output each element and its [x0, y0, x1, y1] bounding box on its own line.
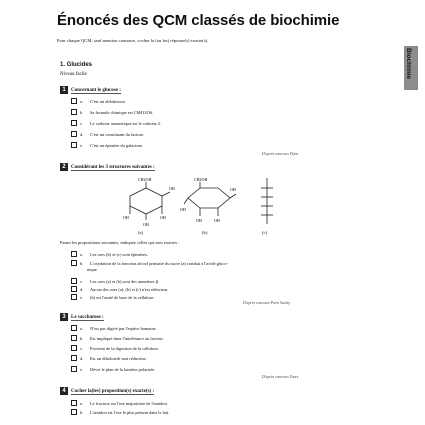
- checkbox[interactable]: [71, 286, 77, 292]
- page-title: Énoncés des QCM classés de biochimie: [57, 12, 340, 29]
- q3-option-b[interactable]: [71, 335, 164, 341]
- option-letter: a.: [80, 99, 84, 104]
- q2-option-e[interactable]: [71, 294, 154, 300]
- option-letter: b.: [80, 336, 84, 341]
- q3-option-c[interactable]: [71, 345, 159, 351]
- q4-option-a[interactable]: [71, 400, 168, 406]
- checkbox[interactable]: [71, 98, 77, 104]
- option-text: N'est pas digéré par l'espèce humaine.: [90, 326, 157, 331]
- question-2-intro: Parmi les propositions suivantes, indiquez celles qui sont exactes :: [60, 240, 180, 245]
- option-text: L'amidon est l'ose le plus présent dans le lait.: [90, 410, 170, 415]
- checkbox[interactable]: [71, 400, 77, 406]
- structure-c-label: (c): [262, 230, 268, 235]
- question-number: 2: [60, 163, 68, 171]
- option-text: Les oses (b) et (c) sont épimères.: [90, 252, 148, 257]
- option-letter: a.: [80, 401, 84, 406]
- question-label: Le saccharose :: [71, 314, 104, 320]
- option-text: (b) est l'unité de base de la cellulose.: [90, 295, 155, 300]
- checkbox[interactable]: [71, 251, 77, 257]
- option-text: nique.: [87, 267, 98, 272]
- molecule-label: OH: [230, 187, 236, 192]
- q2-option-b-continued: [87, 267, 98, 272]
- option-letter: e.: [80, 143, 84, 148]
- question-label: Cocher la(les) proposition(s) exacte(s) :: [71, 388, 155, 394]
- q2-option-a[interactable]: [71, 251, 148, 257]
- option-letter: c.: [80, 346, 84, 351]
- source-note: D'après concours Paris Saclay: [243, 301, 291, 305]
- q3-option-a[interactable]: [71, 325, 157, 331]
- q3-option-d[interactable]: [71, 355, 147, 361]
- option-text: C'est un constituant du lactose.: [90, 132, 145, 137]
- option-text: Provient de la digestion de la cellulose.: [90, 346, 159, 351]
- option-text: Est un diholoside non réducteur.: [90, 356, 147, 361]
- structure-b-label: (b): [202, 230, 208, 235]
- q1-option-a[interactable]: [71, 98, 126, 104]
- checkbox[interactable]: [71, 294, 77, 300]
- question-3-header: [60, 313, 104, 321]
- molecule-label: OH: [180, 207, 186, 212]
- option-letter: b.: [80, 261, 84, 266]
- molecule-label: OH: [214, 218, 220, 223]
- checkbox[interactable]: [71, 345, 77, 351]
- molecule-label: OH: [196, 218, 202, 223]
- option-text: C'est un aldohexose.: [90, 99, 127, 104]
- option-text: L'oxydation de la fonction alcool primaire du sucre (a) conduit à l'acide gluco-: [90, 261, 228, 266]
- option-letter: b.: [80, 110, 84, 115]
- question-2-header: [60, 163, 155, 171]
- level-label: Niveau facile: [60, 72, 87, 77]
- option-letter: d.: [80, 132, 84, 137]
- molecule-label: OH: [160, 215, 166, 220]
- checkbox[interactable]: [71, 366, 77, 372]
- option-text: Dévie le plan de la lumière polarisée.: [90, 367, 156, 372]
- structure-c: [255, 174, 279, 228]
- checkbox[interactable]: [71, 409, 77, 415]
- question-number: 1: [60, 86, 68, 94]
- option-letter: d.: [80, 287, 84, 292]
- option-letter: a.: [80, 252, 84, 257]
- checkbox[interactable]: [71, 142, 77, 148]
- section-heading: 1. Glucides: [60, 62, 93, 68]
- structure-a-label: (a): [138, 230, 144, 235]
- structure-a: [118, 174, 178, 228]
- option-text: Aucun des oses (a), (b) et (c) n'est réducteur.: [90, 287, 169, 292]
- source-note: D'après concours Dijon: [262, 152, 299, 156]
- q4-option-b[interactable]: [71, 409, 169, 415]
- option-letter: b.: [80, 410, 84, 415]
- option-text: Les oses (a) et (b) sont des anomères β.: [90, 279, 160, 284]
- q2-option-c[interactable]: [71, 278, 159, 284]
- option-text: Le fructose est l'ose majoritaire de l'amidon.: [90, 401, 168, 406]
- molecule-label: CH2OH: [138, 177, 152, 182]
- question-number: 4: [60, 387, 68, 395]
- question-4-header: [60, 387, 154, 395]
- q2-option-d[interactable]: [71, 286, 168, 292]
- checkbox[interactable]: [71, 355, 77, 361]
- checkbox[interactable]: [71, 260, 77, 266]
- question-number: 3: [60, 313, 68, 321]
- checkbox[interactable]: [71, 278, 77, 284]
- q3-option-e[interactable]: [71, 366, 155, 372]
- question-label: Considérant les 3 structures suivantes :: [71, 164, 155, 170]
- option-letter: c.: [80, 279, 84, 284]
- molecule-label: OH: [123, 215, 129, 220]
- page-subtitle: Pour chaque QCM, sauf mention contraire, cocher la (ou les) réponse(s) exacte(s).: [57, 38, 209, 43]
- checkbox[interactable]: [71, 325, 77, 331]
- question-1-header: [60, 86, 121, 94]
- option-text: Sa formule chimique est C6H12O6.: [90, 110, 154, 115]
- option-letter: d.: [80, 356, 84, 361]
- side-tab: [404, 46, 418, 90]
- q1-option-d[interactable]: [71, 131, 144, 137]
- q1-option-b[interactable]: [71, 109, 153, 115]
- molecule-label: CH2OH: [194, 177, 208, 182]
- option-letter: c.: [80, 121, 84, 126]
- checkbox[interactable]: [71, 335, 77, 341]
- side-tab-label: Biochimie: [405, 48, 412, 80]
- structure-b: [180, 174, 240, 228]
- q1-option-e[interactable]: [71, 142, 143, 148]
- molecule-label: OH: [169, 186, 175, 191]
- source-note: D'après concours Tours: [262, 375, 299, 379]
- option-text: Est impliqué dans l'intolérance au lactose.: [90, 336, 164, 341]
- option-letter: e.: [80, 295, 84, 300]
- q1-option-c[interactable]: [71, 120, 161, 126]
- checkbox[interactable]: [71, 131, 77, 137]
- q2-option-b[interactable]: [71, 260, 228, 266]
- question-label: Concernant le glucose :: [71, 87, 121, 93]
- checkbox[interactable]: [71, 120, 77, 126]
- molecule-label: OH: [143, 222, 149, 227]
- option-letter: e.: [80, 367, 84, 372]
- option-text: C'est un épimère du galactose.: [90, 143, 144, 148]
- checkbox[interactable]: [71, 109, 77, 115]
- option-letter: a.: [80, 326, 84, 331]
- option-text: Le carbone anomérique est le carbone 2.: [90, 121, 162, 126]
